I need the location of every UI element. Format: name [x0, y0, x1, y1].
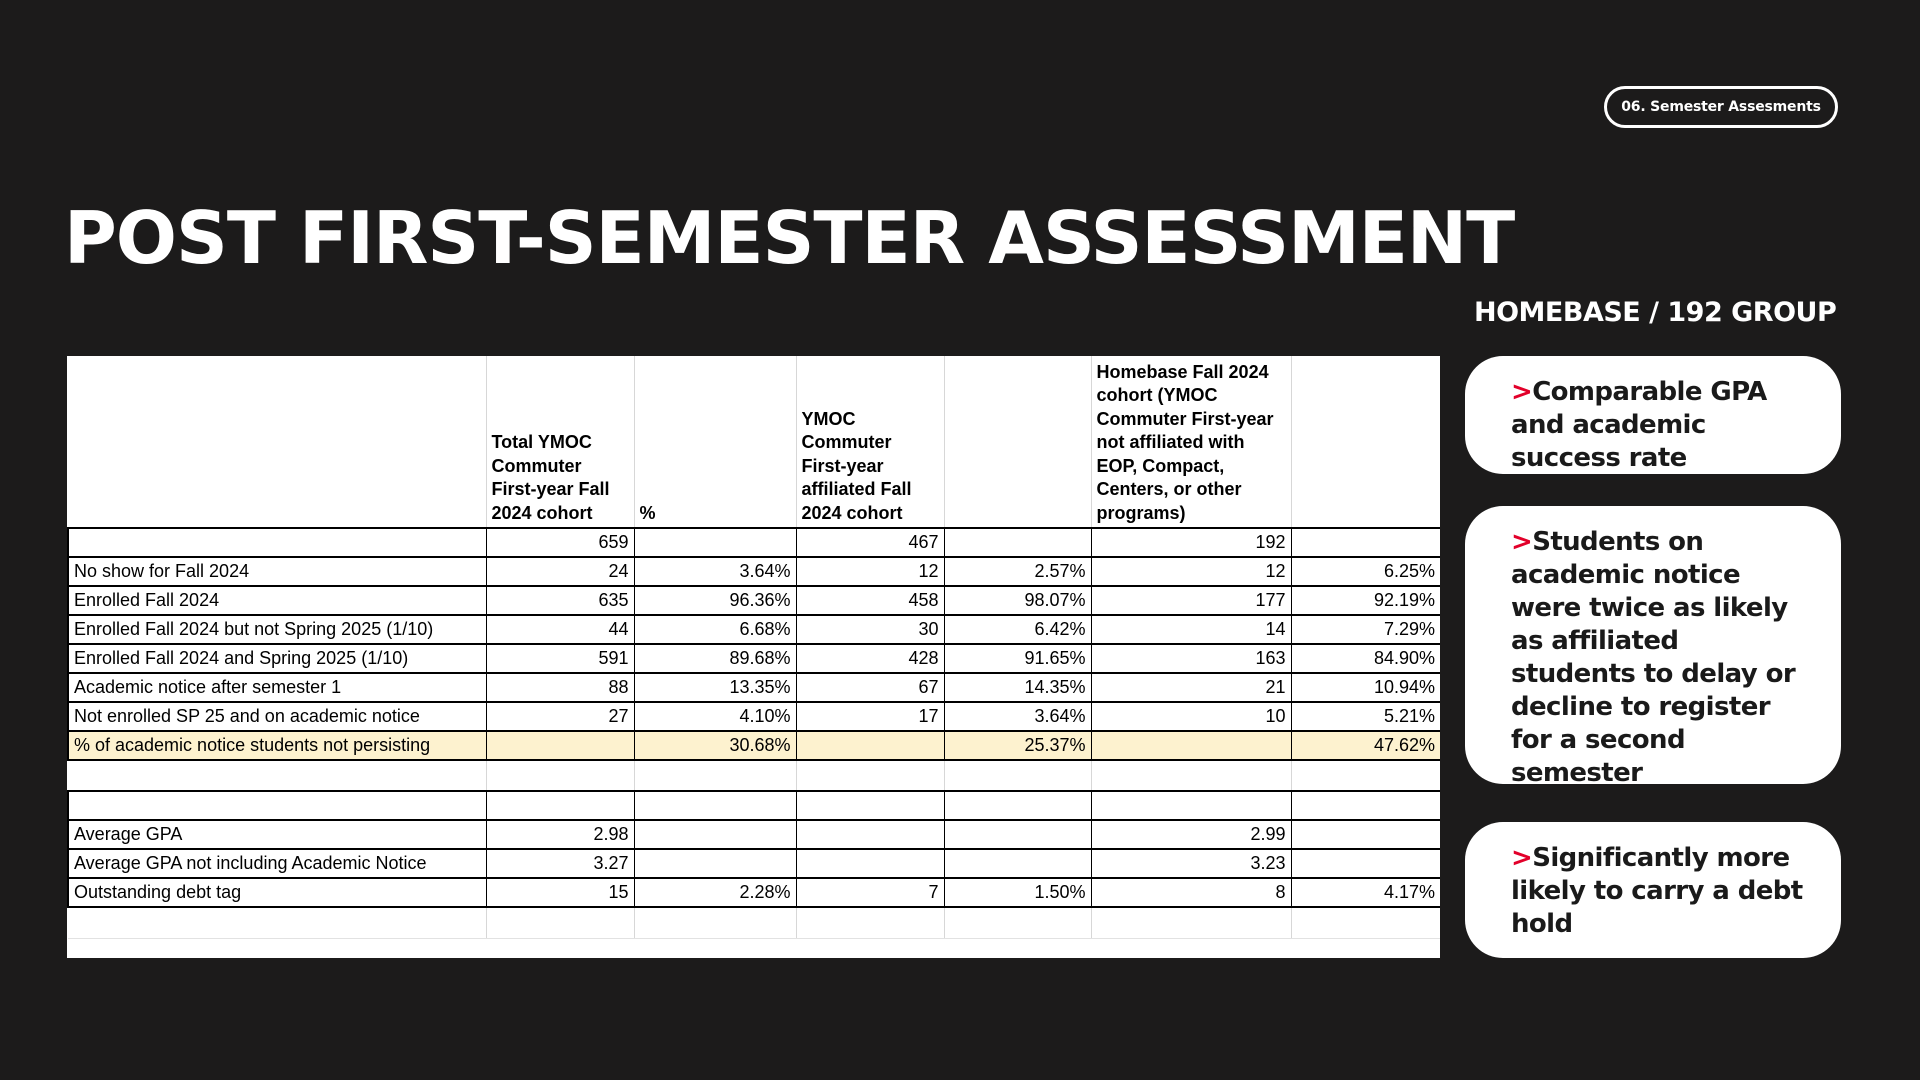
table-cell [796, 791, 944, 820]
table-cell: 4.10% [634, 702, 796, 731]
table-cell: 2.28% [634, 878, 796, 907]
table-cell: 89.68% [634, 644, 796, 673]
table-cell: 8 [1091, 878, 1291, 907]
table-row [68, 849, 1440, 878]
insight-card-text: Comparable GPA and academic success rate [1511, 377, 1767, 473]
table-cell [1091, 907, 1291, 938]
column-header [944, 356, 1091, 528]
table-cell [1291, 820, 1440, 849]
table-cell [944, 760, 1091, 791]
highlighted-table-row [68, 731, 1440, 760]
table-cell [1091, 791, 1291, 820]
table-cell [486, 731, 634, 760]
table-cell [944, 528, 1091, 557]
table-row [68, 557, 1440, 586]
table-cell: 192 [1091, 528, 1291, 557]
table-cell [634, 760, 796, 791]
section-pill: 06. Semester Assesments [1604, 86, 1838, 128]
table-row [68, 615, 1440, 644]
table-cell: 92.19% [1291, 586, 1440, 615]
table-row [68, 760, 1440, 791]
table-cell [634, 849, 796, 878]
table-row [68, 791, 1440, 820]
table-row [68, 673, 1440, 702]
table-cell: 4.17% [1291, 878, 1440, 907]
table-cell [796, 820, 944, 849]
table-cell [1291, 760, 1440, 791]
table-cell [944, 849, 1091, 878]
table-cell [944, 820, 1091, 849]
column-header [68, 356, 486, 528]
table-cell: 3.64% [634, 557, 796, 586]
table-cell [1091, 760, 1291, 791]
row-label-cell: Enrolled Fall 2024 and Spring 2025 (1/10) [68, 644, 486, 673]
column-header: % [634, 356, 796, 528]
row-label-cell: Enrolled Fall 2024 [68, 586, 486, 615]
table-cell [796, 731, 944, 760]
table-cell: 5.21% [1291, 702, 1440, 731]
table-cell [1291, 791, 1440, 820]
table-cell: 84.90% [1291, 644, 1440, 673]
table-cell: 428 [796, 644, 944, 673]
column-header [1291, 356, 1440, 528]
insight-card [1465, 506, 1841, 788]
table-cell: 2.99 [1091, 820, 1291, 849]
table-cell [634, 791, 796, 820]
column-header: YMOC Commuter First-year affiliated Fall 2024 cohort [796, 356, 944, 528]
table-cell: 27 [486, 702, 634, 731]
row-label-cell: Not enrolled SP 25 and on academic notice [68, 702, 486, 731]
table-cell: 177 [1091, 586, 1291, 615]
table-cell: 7 [796, 878, 944, 907]
table-cell: 163 [1091, 644, 1291, 673]
table-cell: 3.27 [486, 849, 634, 878]
insight-card [1465, 356, 1841, 474]
row-label-cell [68, 760, 486, 791]
table-cell: 6.68% [634, 615, 796, 644]
table-cell: 6.42% [944, 615, 1091, 644]
table-cell: 14 [1091, 615, 1291, 644]
table-cell: 6.25% [1291, 557, 1440, 586]
table-cell [1291, 907, 1440, 938]
table-cell [486, 907, 634, 938]
insight-card-text: Students on academic notice were twice as likely as affiliated students to delay or decline to register for a second semester [1511, 527, 1796, 788]
table-cell [944, 907, 1091, 938]
table-cell [634, 528, 796, 557]
table-cell: 96.36% [634, 586, 796, 615]
table-cell [796, 849, 944, 878]
table-cell [796, 907, 944, 938]
table-cell: 12 [1091, 557, 1291, 586]
table-cell: 17 [796, 702, 944, 731]
row-label-cell: Average GPA [68, 820, 486, 849]
table-cell: 458 [796, 586, 944, 615]
table-cell [1291, 528, 1440, 557]
chevron-right-icon: > [1511, 843, 1533, 873]
table-cell: 2.57% [944, 557, 1091, 586]
table-cell: 659 [486, 528, 634, 557]
table-cell: 635 [486, 586, 634, 615]
row-label-cell: No show for Fall 2024 [68, 557, 486, 586]
table-cell [634, 820, 796, 849]
table-cell: 10 [1091, 702, 1291, 731]
table-cell: 15 [486, 878, 634, 907]
row-label-cell [68, 791, 486, 820]
table-cell [1291, 849, 1440, 878]
table-cell: 67 [796, 673, 944, 702]
chevron-right-icon: > [1511, 377, 1533, 407]
table-cell: 10.94% [1291, 673, 1440, 702]
column-header: Homebase Fall 2024 cohort (YMOC Commuter First-year not affiliated with EOP, Compact, Centers, or other programs) [1091, 356, 1291, 528]
insight-card-text: Significantly more likely to carry a debt hold [1511, 843, 1803, 939]
table-cell: 12 [796, 557, 944, 586]
table-cell: 7.29% [1291, 615, 1440, 644]
column-header: Total YMOC Commuter First-year Fall 2024 cohort [486, 356, 634, 528]
row-label-cell: % of academic notice students not persisting [68, 731, 486, 760]
table-row [68, 907, 1440, 938]
insight-card [1465, 822, 1841, 958]
table-cell: 47.62% [1291, 731, 1440, 760]
table-cell: 591 [486, 644, 634, 673]
table-cell: 30 [796, 615, 944, 644]
row-label-cell: Academic notice after semester 1 [68, 673, 486, 702]
row-label-cell [68, 528, 486, 557]
table-cell: 467 [796, 528, 944, 557]
table-header-row [68, 356, 1440, 528]
table-cell [1091, 731, 1291, 760]
table-row [68, 528, 1440, 557]
table-cell: 3.64% [944, 702, 1091, 731]
table-cell: 30.68% [634, 731, 796, 760]
table-cell: 88 [486, 673, 634, 702]
table-row [68, 586, 1440, 615]
row-label-cell [68, 907, 486, 938]
table-cell [634, 907, 796, 938]
table-cell: 91.65% [944, 644, 1091, 673]
data-table [67, 356, 1440, 939]
table-cell: 13.35% [634, 673, 796, 702]
spreadsheet [67, 356, 1440, 958]
table-cell [486, 791, 634, 820]
table-cell: 24 [486, 557, 634, 586]
table-row [68, 878, 1440, 907]
table-cell: 1.50% [944, 878, 1091, 907]
table-row [68, 644, 1440, 673]
table-cell [486, 760, 634, 791]
table-cell: 14.35% [944, 673, 1091, 702]
chevron-right-icon: > [1511, 527, 1533, 557]
table-cell: 98.07% [944, 586, 1091, 615]
table-row [68, 820, 1440, 849]
table-cell [944, 791, 1091, 820]
table-cell: 25.37% [944, 731, 1091, 760]
row-label-cell: Outstanding debt tag [68, 878, 486, 907]
table-cell: 3.23 [1091, 849, 1291, 878]
page-subtitle: HOMEBASE / 192 GROUP [1474, 297, 1837, 328]
page-title: POST FIRST-SEMESTER ASSESSMENT [64, 196, 1515, 280]
row-label-cell: Enrolled Fall 2024 but not Spring 2025 (1/10) [68, 615, 486, 644]
table-cell: 44 [486, 615, 634, 644]
row-label-cell: Average GPA not including Academic Notice [68, 849, 486, 878]
table-cell: 2.98 [486, 820, 634, 849]
table-cell: 21 [1091, 673, 1291, 702]
table-row [68, 702, 1440, 731]
table-cell [796, 760, 944, 791]
